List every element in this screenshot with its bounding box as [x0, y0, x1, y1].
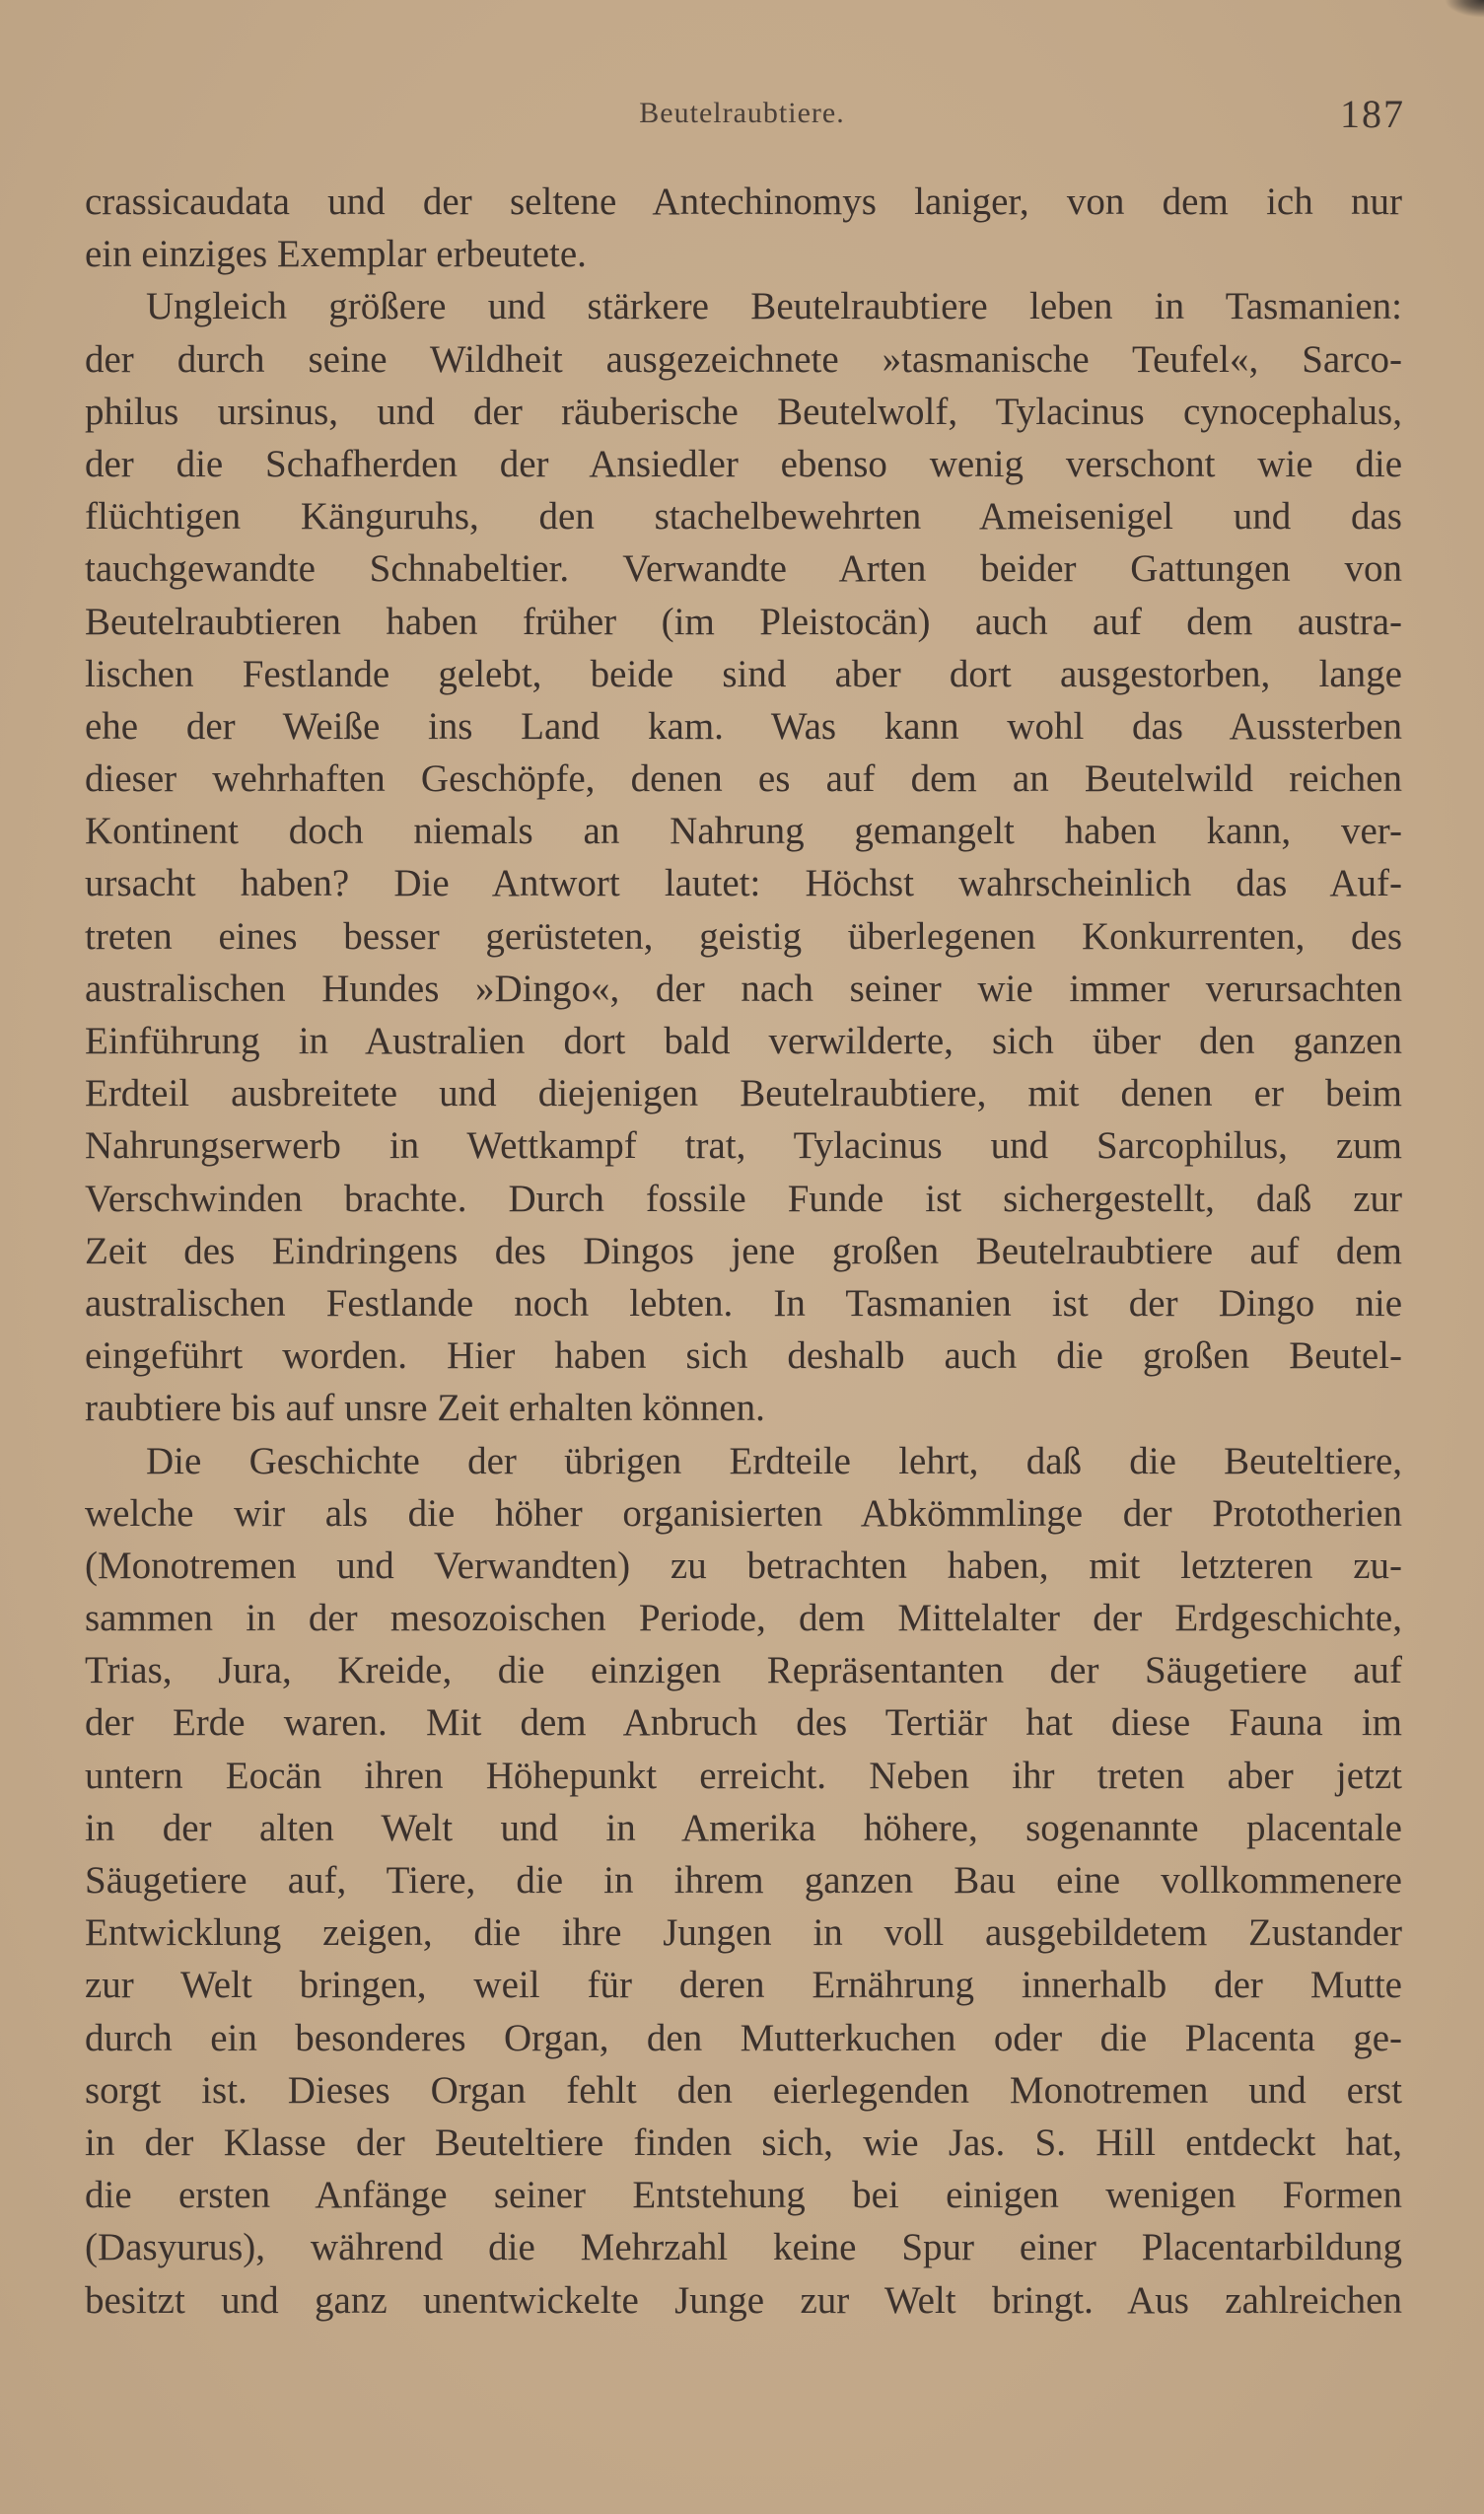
text-line: sammen in der mesozoischen Periode, dem Mittelalter der Erdgeschichte,	[85, 1597, 1402, 1640]
text-line: tauchgewandte Schnabeltier. Verwandte Arten beider Gattungen von	[85, 547, 1402, 591]
text-line: Kontinent doch niemals an Nahrung gemangelt haben kann, ver-	[85, 810, 1402, 853]
text-line: raubtiere bis auf unsre Zeit erhalten können.	[85, 1387, 765, 1430]
running-head	[0, 91, 1484, 140]
body-text	[85, 176, 1402, 2327]
text-line: Beutelraubtieren haben früher (im Pleistocän) auch auf dem austra-	[85, 600, 1402, 643]
text-line: Zeit des Eindringens des Dingos jene großen Beutelraubtiere auf dem	[85, 1229, 1402, 1272]
text-line: der durch seine Wildheit ausgezeichnete »tasmanische Teufel«, Sarco-	[85, 337, 1402, 381]
text-line: Einführung in Australien dort bald verwilderte, sich über den ganzen	[85, 1020, 1402, 1062]
text-line: der Erde waren. Mit dem Anbruch des Tertiär hat diese Fauna im	[85, 1701, 1402, 1745]
text-line: durch ein besonderes Organ, den Mutterkuchen oder die Placenta ge-	[85, 2016, 1402, 2059]
text-line: die ersten Anfänge seiner Entstehung bei einigen wenigen Formen	[85, 2174, 1402, 2217]
text-line: in der Klasse der Beuteltiere finden sich, wie Jas. S. Hill entdeckt hat,	[85, 2120, 1402, 2164]
text-line: lischen Festlande gelebt, beide sind aber dort ausgestorben, lange	[85, 652, 1402, 695]
text-line: der die Schafherden der Ansiedler ebenso wenig verschont wie die	[85, 442, 1402, 485]
page-number: 187	[1340, 92, 1405, 136]
text-line: ehe der Weiße ins Land kam. Was kann wohl das Aussterben	[85, 704, 1402, 748]
paragraph-first-line: Die Geschichte der übrigen Erdteile lehrt, daß die Beuteltiere,	[146, 1439, 1402, 1482]
text-line: (Monotremen und Verwandten) zu betrachten haben, mit letzteren zu-	[85, 1544, 1402, 1587]
text-line: ein einziges Exemplar erbeutete.	[85, 233, 587, 276]
text-line: sorgt ist. Dieses Organ fehlt den eierlegenden Monotremen und erst	[85, 2068, 1402, 2112]
running-title: Beutelraubtiere.	[639, 97, 845, 129]
text-line: crassicaudata und der seltene Antechinomys laniger, von dem ich nur	[85, 180, 1402, 223]
text-line: Trias, Jura, Kreide, die einzigen Repräsentanten der Säugetiere auf	[85, 1649, 1402, 1692]
text-line: besitzt und ganz unentwickelte Junge zur Welt bringt. Aus zahlreichen	[85, 2278, 1402, 2322]
text-line: treten eines besser gerüsteten, geistig überlegenen Konkurrenten, des	[85, 914, 1402, 958]
text-line: Verschwinden brachte. Durch fossile Funde ist sichergestellt, daß zur	[85, 1177, 1402, 1220]
text-line: (Dasyurus), während die Mehrzahl keine Spur einer Placentarbildung	[85, 2226, 1402, 2269]
text-line: zur Welt bringen, weil für deren Ernährung innerhalb der Mutte	[85, 1964, 1402, 2007]
text-line: flüchtigen Känguruhs, den stachelbewehrten Ameisenigel und das	[85, 495, 1402, 539]
text-line: australischen Hundes »Dingo«, der nach seiner wie immer verursachten	[85, 967, 1402, 1010]
text-line: Erdteil ausbreitete und diejenigen Beutelraubtiere, mit denen er beim	[85, 1072, 1402, 1115]
text-line: welche wir als die höher organisierten Abkömmlinge der Prototherien	[85, 1491, 1402, 1535]
text-line: in der alten Welt und in Amerika höhere, sogenannte placentale	[85, 1806, 1402, 1849]
text-line: ursacht haben? Die Antwort lautet: Höchst wahrscheinlich das Auf-	[85, 862, 1402, 905]
text-line: Säugetiere auf, Tiere, die in ihrem ganzen Bau eine vollkommenere	[85, 1859, 1402, 1902]
text-line: australischen Festlande noch lebten. In Tasmanien ist der Dingo nie	[85, 1281, 1402, 1325]
text-line: Nahrungserwerb in Wettkampf trat, Tylacinus und Sarcophilus, zum	[85, 1124, 1402, 1168]
text-line: dieser wehrhaften Geschöpfe, denen es auf dem an Beutelwild reichen	[85, 757, 1402, 801]
page-corner-shadow	[1445, 0, 1484, 18]
text-line: untern Eocän ihren Höhepunkt erreicht. Neben ihr treten aber jetzt	[85, 1754, 1402, 1797]
paragraph-first-line: Ungleich größere und stärkere Beutelraubtiere leben in Tasmanien:	[146, 285, 1402, 328]
text-line: eingeführt worden. Hier haben sich deshalb auch die großen Beutel-	[85, 1334, 1402, 1378]
text-line: philus ursinus, und der räuberische Beutelwolf, Tylacinus cynocephalus,	[85, 390, 1402, 433]
text-line: Entwicklung zeigen, die ihre Jungen in voll ausgebildetem Zustander	[85, 1911, 1402, 1955]
